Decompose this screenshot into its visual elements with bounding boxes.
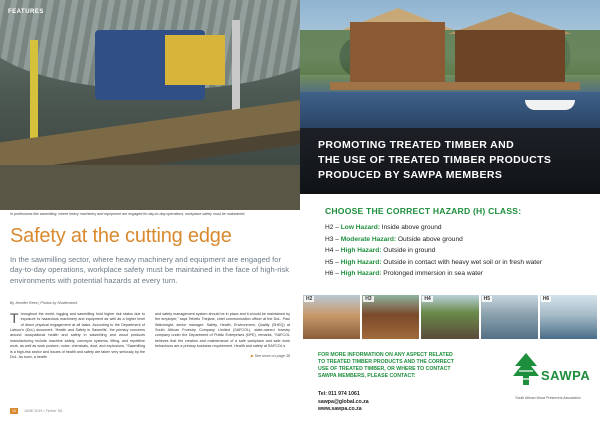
tile-label-h6: H6: [542, 296, 550, 302]
contact-block: [318, 391, 369, 414]
photo-caption: In professions like sawmilling, where heavy machinery and equipment are engaged for day-to-day operations, workplace safety must be maintained.: [10, 212, 246, 216]
sawmill-photo: [0, 0, 300, 210]
hazard-item-h3: H3 – Moderate Hazard: Outside above ground: [325, 235, 463, 243]
hazard-item-h5: H5 – High Hazard: Outside in contact with heavy wet soil or in fresh water: [325, 258, 542, 266]
promo-line-2: THE USE OF TREATED TIMBER PRODUCTS: [318, 154, 552, 167]
hazard-photo-h5: [481, 295, 538, 339]
logo-wordmark: SAWPA: [541, 368, 591, 383]
body-text-2: and safety management system should be in place and it should be maintained by the employer," says Tebello Thejane, chief communication officer at the DoL. Paul Wainwright, senior manager: Safety, Health, Environment, Quality (SHEQ) at South African Forestry Company Limited (SAFCOL), state-owned forestry company under the Department of Public Enterprises (DPE), remarks, "SAFCOL believes that the creation and maintenance of a safe workplace and safe work behaviours are a primary business requirement. Health and safety at SAFCOL's: [155, 312, 290, 349]
hazard-title: CHOOSE THE CORRECT HAZARD (H) CLASS:: [325, 206, 522, 216]
article-headline: Safety at the cutting edge: [10, 225, 232, 247]
footer-text: JUNE 2019 • Timber SA: [24, 409, 63, 413]
continued-link[interactable]: ▶ See more on page 38: [250, 353, 290, 358]
right-page-advert: [300, 0, 600, 424]
tile-label-h3: H3: [365, 296, 372, 302]
logo-tagline: South African Wood Preservers Association: [515, 396, 581, 400]
body-text-1: hroughout the world, logging and sawmilling hold higher risk status due to exposure to hazardous machinery and equipment as well as a higher level of direct physical engagement at all tasks. According to the Department of Labour's (DoL) document, 'Health and Safety in Sawmills', the primary concerns around occupational health and safety in sawmilling and wood products manufacturing include machine safety, conveyor systems, lifting, and repetitive work, as well as work posture, noise, chemicals, dust, and explosions. "Sawmilling is a high-risk sector and issues of health and safety are taken very seriously by the DoL. As such, a health: [10, 312, 145, 359]
hazard-item-h2: H2 – Low Hazard: Inside above ground: [325, 224, 442, 231]
more-info-line-4: SAWPA MEMBERS, PLEASE CONTACT:: [318, 373, 416, 380]
contact-phone[interactable]: Tel: 011 974 1061: [318, 391, 360, 397]
pine-tree-icon: [511, 352, 541, 386]
tile-label-h4: H4: [424, 296, 431, 302]
hazard-photo-h3: [362, 295, 419, 339]
hazard-item-h4: H4 – High Hazard: Outside in ground: [325, 247, 436, 254]
promo-line-3: PRODUCED BY SAWPA MEMBERS: [318, 169, 503, 182]
article-standfirst: In the sawmilling sector, where heavy machinery and equipment are engaged for day-to-day operations, workplace safety must be maintained in the face of high-risk environments with potential hazards at every turn.: [10, 255, 290, 285]
body-column-2: [155, 312, 290, 407]
more-info-line-2: TO TREATED TIMBER PRODUCTS AND THE CORRECT: [318, 359, 454, 366]
timber-houses-photo: [300, 0, 600, 128]
more-info-text: [318, 352, 518, 380]
article-byline: By Jennifer Rees | Photos by Shutterstock: [10, 301, 78, 305]
hazard-photo-h2: [303, 295, 360, 339]
contact-email[interactable]: sawpa@global.co.za: [318, 398, 369, 405]
promo-banner: [300, 128, 600, 194]
more-info-line-3: USE OF TREATED TIMBER, OR WHERE TO CONTACT: [318, 366, 451, 373]
drop-cap: T: [10, 310, 19, 326]
article-body: [10, 312, 290, 407]
hazard-photo-h4: [421, 295, 478, 339]
section-label: FEATURES: [8, 9, 44, 15]
promo-line-1: PROMOTING TREATED TIMBER AND: [318, 139, 515, 151]
page-footer: [10, 408, 62, 414]
sawpa-logo: [503, 352, 591, 412]
hazard-photo-h6: [540, 295, 597, 339]
arrow-right-icon: ▶: [250, 353, 255, 358]
tile-label-h2: H2: [306, 296, 313, 302]
more-info-line-1: FOR MORE INFORMATION ON ANY ASPECT RELATED: [318, 352, 453, 358]
contact-website[interactable]: www.sawpa.co.za: [318, 406, 362, 413]
hazard-item-h6: H6 – High Hazard: Prolonged immersion in sea water: [325, 270, 483, 277]
tile-label-h5: H5: [483, 296, 491, 302]
hazard-photo-strip: [303, 295, 597, 339]
body-column-1: [10, 312, 145, 407]
hazard-list: [325, 222, 542, 280]
page-number: 10: [12, 409, 16, 413]
